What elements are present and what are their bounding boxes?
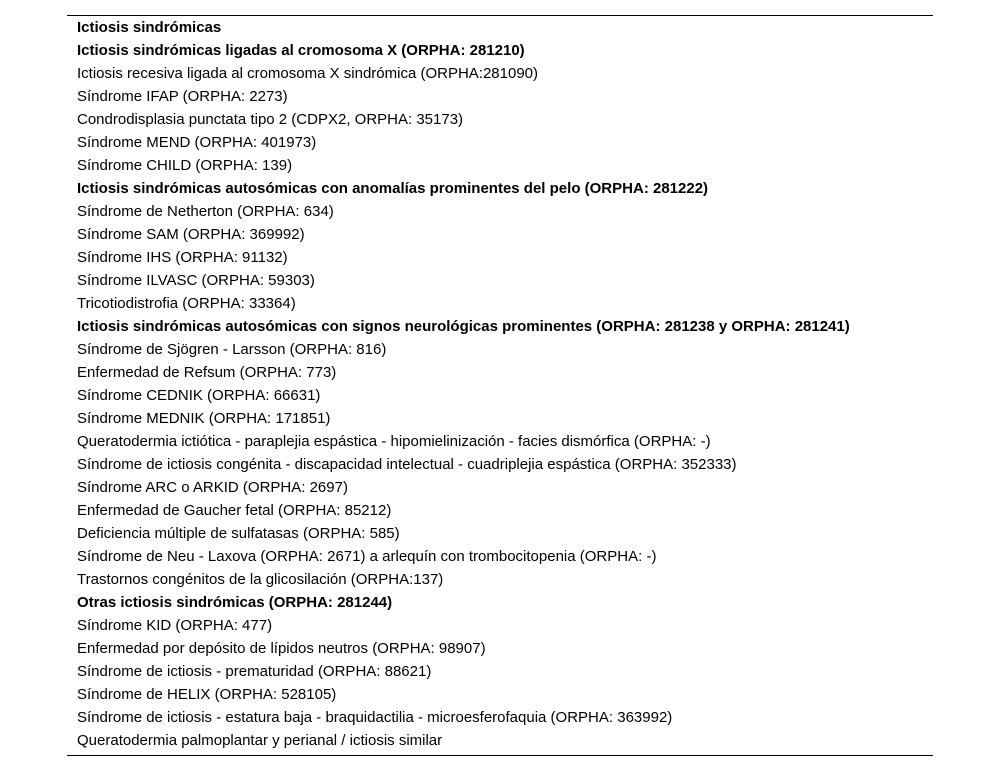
table-row: Síndrome IFAP (ORPHA: 2273) bbox=[77, 88, 288, 105]
table-row: Síndrome ARC o ARKID (ORPHA: 2697) bbox=[77, 479, 348, 496]
table-row: Síndrome CHILD (ORPHA: 139) bbox=[77, 157, 293, 174]
table-row: Condrodisplasia punctata tipo 2 (CDPX2, ORPHA: 35173) bbox=[77, 111, 464, 128]
table-row: Síndrome de ictiosis congénita - discapacidad intelectual - cuadriplejia espástica (ORPHA: 352333) bbox=[77, 456, 737, 473]
table-row: Síndrome de HELIX (ORPHA: 528105) bbox=[77, 686, 337, 703]
table-row: Síndrome de ictiosis - estatura baja - braquidactilia - microesferofaquia (ORPHA: 363992) bbox=[77, 709, 673, 726]
table-section-heading: Otras ictiosis sindrómicas (ORPHA: 281244) bbox=[77, 594, 393, 611]
table-section-heading: Ictiosis sindrómicas bbox=[77, 19, 222, 36]
table-row: Síndrome de ictiosis - prematuridad (ORPHA: 88621) bbox=[77, 663, 432, 680]
table-row: Síndrome de Neu - Laxova (ORPHA: 2671) a arlequín con trombocitopenia (ORPHA: -) bbox=[77, 548, 657, 565]
table-section-heading: Ictiosis sindrómicas ligadas al cromosoma X (ORPHA: 281210) bbox=[77, 42, 525, 59]
classification-table bbox=[67, 15, 933, 756]
table-row: Síndrome MEND (ORPHA: 401973) bbox=[77, 134, 317, 151]
table-row: Ictiosis recesiva ligada al cromosoma X sindrómica (ORPHA:281090) bbox=[77, 65, 539, 82]
table-row: Síndrome SAM (ORPHA: 369992) bbox=[77, 226, 305, 243]
table-row: Síndrome IHS (ORPHA: 91132) bbox=[77, 249, 288, 266]
table-row: Síndrome ILVASC (ORPHA: 59303) bbox=[77, 272, 315, 289]
table-row: Síndrome MEDNIK (ORPHA: 171851) bbox=[77, 410, 331, 427]
table-row: Deficiencia múltiple de sulfatasas (ORPHA: 585) bbox=[77, 525, 400, 542]
table-row: Enfermedad de Gaucher fetal (ORPHA: 85212) bbox=[77, 502, 392, 519]
table-row: Tricotiodistrofia (ORPHA: 33364) bbox=[77, 295, 296, 312]
table-section-heading: Ictiosis sindrómicas autosómicas con signos neurológicas prominentes (ORPHA: 281238 y ORPHA: 281241) bbox=[77, 318, 850, 335]
table-row: Enfermedad por depósito de lípidos neutros (ORPHA: 98907) bbox=[77, 640, 486, 657]
table-row: Enfermedad de Refsum (ORPHA: 773) bbox=[77, 364, 337, 381]
table-section-heading: Ictiosis sindrómicas autosómicas con anomalías prominentes del pelo (ORPHA: 281222) bbox=[77, 180, 709, 197]
table-row: Queratodermia palmoplantar y perianal / ictiosis similar bbox=[77, 732, 443, 749]
table-row: Trastornos congénitos de la glicosilación (ORPHA:137) bbox=[77, 571, 444, 588]
table-row: Síndrome KID (ORPHA: 477) bbox=[77, 617, 273, 634]
table-row: Síndrome de Netherton (ORPHA: 634) bbox=[77, 203, 334, 220]
table-row: Queratodermia ictiótica - paraplejia espástica - hipomielinización - facies dismórfica (ORPHA: -) bbox=[77, 433, 711, 450]
table-row: Síndrome de Sjögren - Larsson (ORPHA: 816) bbox=[77, 341, 387, 358]
table-row: Síndrome CEDNIK (ORPHA: 66631) bbox=[77, 387, 321, 404]
